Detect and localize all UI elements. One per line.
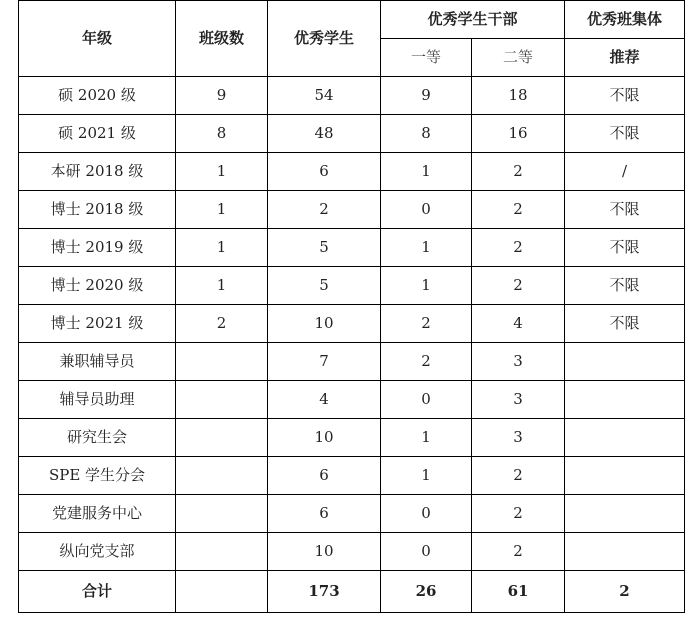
total-second: 61	[472, 571, 565, 613]
cell-classes	[176, 381, 268, 419]
cell-second: 3	[472, 381, 565, 419]
cell-classes: 1	[176, 191, 268, 229]
cell-recommend	[565, 343, 685, 381]
header-first-class: 一等	[381, 39, 472, 77]
cell-grade: 兼职辅导员	[19, 343, 176, 381]
cell-second: 4	[472, 305, 565, 343]
cell-classes: 1	[176, 229, 268, 267]
cell-students: 5	[268, 229, 381, 267]
cell-grade: SPE 学生分会	[19, 457, 176, 495]
cell-second: 2	[472, 533, 565, 571]
cell-recommend: 不限	[565, 115, 685, 153]
cell-recommend	[565, 381, 685, 419]
table-row	[19, 115, 685, 153]
cell-first: 0	[381, 191, 472, 229]
table-row	[19, 153, 685, 191]
cell-recommend: 不限	[565, 77, 685, 115]
header-row-1	[19, 1, 685, 39]
cell-first: 0	[381, 533, 472, 571]
cell-grade: 辅导员助理	[19, 381, 176, 419]
table-row	[19, 495, 685, 533]
cell-second: 2	[472, 457, 565, 495]
cell-grade: 博士 2020 级	[19, 267, 176, 305]
header-excellent-student: 优秀学生	[268, 1, 381, 77]
header-grade: 年级	[19, 1, 176, 77]
cell-classes: 1	[176, 267, 268, 305]
cell-students: 4	[268, 381, 381, 419]
cell-grade: 博士 2019 级	[19, 229, 176, 267]
cell-students: 5	[268, 267, 381, 305]
cell-grade: 本研 2018 级	[19, 153, 176, 191]
total-label: 合计	[19, 571, 176, 613]
cell-classes	[176, 419, 268, 457]
cell-classes: 2	[176, 305, 268, 343]
table-row	[19, 457, 685, 495]
cell-grade: 研究生会	[19, 419, 176, 457]
table-row	[19, 305, 685, 343]
cell-students: 10	[268, 533, 381, 571]
cell-grade: 硕 2021 级	[19, 115, 176, 153]
table-row	[19, 191, 685, 229]
table-row	[19, 343, 685, 381]
cell-second: 2	[472, 229, 565, 267]
cell-classes	[176, 495, 268, 533]
table-row	[19, 267, 685, 305]
total-row	[19, 571, 685, 613]
cell-recommend: /	[565, 153, 685, 191]
cell-second: 2	[472, 191, 565, 229]
total-recommend: 2	[565, 571, 685, 613]
cell-recommend	[565, 533, 685, 571]
cell-second: 2	[472, 267, 565, 305]
cell-first: 1	[381, 229, 472, 267]
cell-second: 3	[472, 343, 565, 381]
cell-first: 1	[381, 419, 472, 457]
cell-first: 1	[381, 457, 472, 495]
cell-first: 8	[381, 115, 472, 153]
cell-students: 10	[268, 419, 381, 457]
cell-classes	[176, 457, 268, 495]
cell-recommend	[565, 419, 685, 457]
cell-recommend: 不限	[565, 191, 685, 229]
total-students: 173	[268, 571, 381, 613]
cell-first: 0	[381, 381, 472, 419]
cell-grade: 博士 2018 级	[19, 191, 176, 229]
cell-grade: 纵向党支部	[19, 533, 176, 571]
cell-students: 2	[268, 191, 381, 229]
cell-second: 2	[472, 153, 565, 191]
table-row	[19, 381, 685, 419]
header-excellent-class-line1: 优秀班集体	[565, 1, 685, 39]
cell-first: 1	[381, 153, 472, 191]
cell-grade: 硕 2020 级	[19, 77, 176, 115]
header-excellent-cadre: 优秀学生干部	[381, 1, 565, 39]
cell-recommend: 不限	[565, 305, 685, 343]
header-second-class: 二等	[472, 39, 565, 77]
cell-first: 0	[381, 495, 472, 533]
cell-first: 2	[381, 305, 472, 343]
table-row	[19, 229, 685, 267]
header-excellent-class-line2: 推荐	[565, 39, 685, 77]
cell-students: 6	[268, 495, 381, 533]
cell-students: 48	[268, 115, 381, 153]
cell-classes: 9	[176, 77, 268, 115]
cell-classes: 8	[176, 115, 268, 153]
cell-students: 7	[268, 343, 381, 381]
cell-recommend	[565, 495, 685, 533]
cell-recommend: 不限	[565, 229, 685, 267]
awards-quota-table	[18, 0, 685, 613]
cell-classes	[176, 533, 268, 571]
table-body	[19, 77, 685, 571]
header-class-count: 班级数	[176, 1, 268, 77]
total-classes	[176, 571, 268, 613]
table-row	[19, 77, 685, 115]
cell-recommend	[565, 457, 685, 495]
cell-first: 1	[381, 267, 472, 305]
cell-classes	[176, 343, 268, 381]
cell-second: 16	[472, 115, 565, 153]
cell-second: 18	[472, 77, 565, 115]
cell-students: 6	[268, 153, 381, 191]
cell-grade: 博士 2021 级	[19, 305, 176, 343]
cell-students: 54	[268, 77, 381, 115]
cell-second: 2	[472, 495, 565, 533]
table-row	[19, 533, 685, 571]
total-first: 26	[381, 571, 472, 613]
cell-first: 9	[381, 77, 472, 115]
cell-second: 3	[472, 419, 565, 457]
table-row	[19, 419, 685, 457]
cell-first: 2	[381, 343, 472, 381]
cell-grade: 党建服务中心	[19, 495, 176, 533]
cell-students: 6	[268, 457, 381, 495]
cell-recommend: 不限	[565, 267, 685, 305]
cell-classes: 1	[176, 153, 268, 191]
cell-students: 10	[268, 305, 381, 343]
